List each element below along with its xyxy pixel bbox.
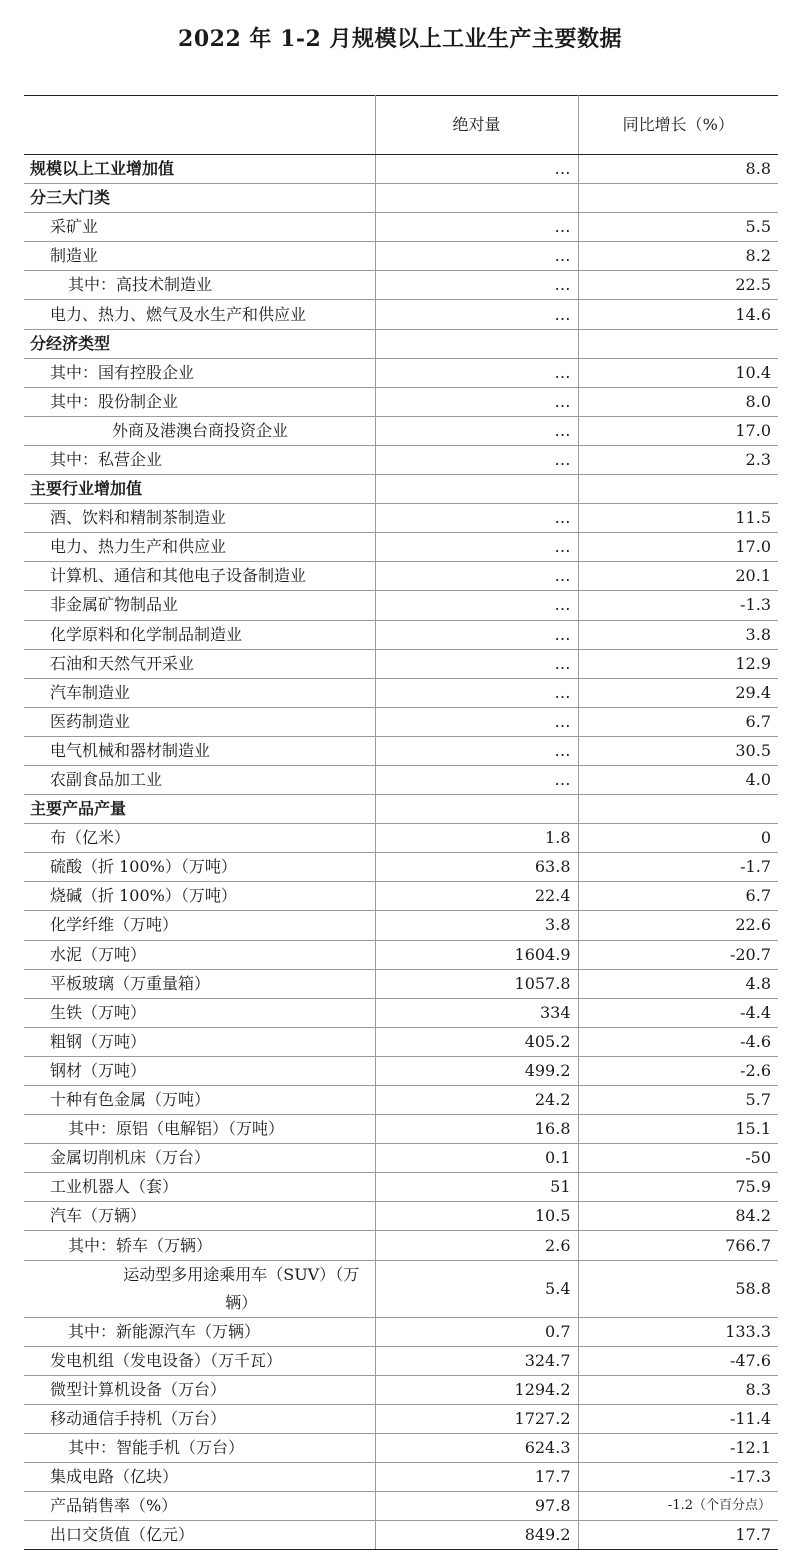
table-row (24, 795, 778, 824)
row-label: 分经济类型 (24, 329, 375, 358)
table-row (24, 562, 778, 591)
table-row (24, 358, 778, 387)
row-absolute-value: 3.8 (375, 911, 578, 940)
row-label: 其中：私营企业 (24, 445, 375, 474)
row-label: 电力、热力、燃气及水生产和供应业 (24, 300, 375, 329)
table-row (24, 1027, 778, 1056)
row-yoy-growth: 17.0 (578, 533, 778, 562)
row-label: 十种有色金属（万吨） (24, 1086, 375, 1115)
row-label: 集成电路（亿块） (24, 1463, 375, 1492)
row-label: 金属切削机床（万台） (24, 1144, 375, 1173)
row-absolute-value: … (375, 416, 578, 445)
row-yoy-growth (578, 329, 778, 358)
table-row (24, 882, 778, 911)
table-row (24, 969, 778, 998)
row-absolute-value: … (375, 445, 578, 474)
row-label: 其中：高技术制造业 (24, 271, 375, 300)
row-label: 发电机组（发电设备）（万千瓦） (24, 1346, 375, 1375)
table-row (24, 1375, 778, 1404)
row-yoy-growth: 14.6 (578, 300, 778, 329)
table-row (24, 765, 778, 794)
row-label: 其中：股份制企业 (24, 387, 375, 416)
row-yoy-growth: 5.7 (578, 1086, 778, 1115)
row-absolute-value (375, 795, 578, 824)
row-label: 计算机、通信和其他电子设备制造业 (24, 562, 375, 591)
row-yoy-growth: 766.7 (578, 1231, 778, 1260)
row-absolute-value: 1.8 (375, 824, 578, 853)
row-label: 汽车制造业 (24, 678, 375, 707)
table-row (24, 329, 778, 358)
table-row (24, 1404, 778, 1433)
table-header (24, 96, 778, 155)
row-absolute-value: 1727.2 (375, 1404, 578, 1433)
table-row (24, 271, 778, 300)
row-yoy-growth: 12.9 (578, 649, 778, 678)
row-absolute-value: 849.2 (375, 1521, 578, 1550)
row-yoy-growth: 20.1 (578, 562, 778, 591)
row-absolute-value: … (375, 649, 578, 678)
row-yoy-growth: 5.5 (578, 213, 778, 242)
table-row (24, 300, 778, 329)
table-row (24, 155, 778, 184)
row-label: 布（亿米） (24, 824, 375, 853)
row-label: 分三大门类 (24, 184, 375, 213)
row-absolute-value: 97.8 (375, 1492, 578, 1521)
row-yoy-growth: 10.4 (578, 358, 778, 387)
page-title: 2022 年 1-2 月规模以上工业生产主要数据 (178, 26, 622, 52)
row-absolute-value: 24.2 (375, 1086, 578, 1115)
table-row (24, 1317, 778, 1346)
row-yoy-growth: 8.2 (578, 242, 778, 271)
row-yoy-growth: -20.7 (578, 940, 778, 969)
row-absolute-value: 17.7 (375, 1463, 578, 1492)
row-yoy-growth: -12.1 (578, 1433, 778, 1462)
row-yoy-growth: -4.4 (578, 998, 778, 1027)
row-yoy-growth: 22.5 (578, 271, 778, 300)
row-yoy-growth: 2.3 (578, 445, 778, 474)
header-yoy-growth: 同比增长（%） (578, 96, 778, 155)
table-row (24, 1086, 778, 1115)
row-label: 采矿业 (24, 213, 375, 242)
row-yoy-growth: 8.0 (578, 387, 778, 416)
table-row (24, 1202, 778, 1231)
table-row (24, 1056, 778, 1085)
row-yoy-growth: 22.6 (578, 911, 778, 940)
row-absolute-value: 2.6 (375, 1231, 578, 1260)
row-yoy-growth (578, 795, 778, 824)
row-label: 钢材（万吨） (24, 1056, 375, 1085)
row-label: 移动通信手持机（万台） (24, 1404, 375, 1433)
row-yoy-growth: -1.2（个百分点） (578, 1492, 778, 1521)
row-label: 规模以上工业增加值 (24, 155, 375, 184)
row-absolute-value (375, 184, 578, 213)
row-label: 主要产品产量 (24, 795, 375, 824)
table-row (24, 504, 778, 533)
row-yoy-growth: -47.6 (578, 1346, 778, 1375)
row-absolute-value: 5.4 (375, 1260, 578, 1317)
row-yoy-growth: -4.6 (578, 1027, 778, 1056)
row-absolute-value: … (375, 620, 578, 649)
table-row (24, 445, 778, 474)
row-absolute-value: … (375, 387, 578, 416)
row-yoy-growth: 84.2 (578, 1202, 778, 1231)
table-row (24, 1173, 778, 1202)
row-yoy-growth: -50 (578, 1144, 778, 1173)
row-yoy-growth: -17.3 (578, 1463, 778, 1492)
header-category (24, 96, 375, 155)
table-row (24, 707, 778, 736)
row-absolute-value: 624.3 (375, 1433, 578, 1462)
row-absolute-value: … (375, 591, 578, 620)
row-label: 运动型多用途乘用车（SUV）（万辆） (24, 1260, 375, 1317)
table-body (24, 155, 778, 1550)
row-label: 生铁（万吨） (24, 998, 375, 1027)
row-absolute-value: … (375, 358, 578, 387)
row-label: 其中：原铝（电解铝）（万吨） (24, 1115, 375, 1144)
row-label: 其中：新能源汽车（万辆） (24, 1317, 375, 1346)
row-label: 水泥（万吨） (24, 940, 375, 969)
row-absolute-value: … (375, 504, 578, 533)
row-absolute-value: 16.8 (375, 1115, 578, 1144)
table-row (24, 736, 778, 765)
row-absolute-value: 0.1 (375, 1144, 578, 1173)
row-label: 工业机器人（套） (24, 1173, 375, 1202)
row-yoy-growth: 8.3 (578, 1375, 778, 1404)
table-row (24, 1521, 778, 1550)
row-absolute-value: 63.8 (375, 853, 578, 882)
table-row (24, 649, 778, 678)
row-absolute-value: … (375, 533, 578, 562)
table-row (24, 242, 778, 271)
row-yoy-growth: 6.7 (578, 882, 778, 911)
row-label: 农副食品加工业 (24, 765, 375, 794)
row-absolute-value: … (375, 765, 578, 794)
row-absolute-value: 499.2 (375, 1056, 578, 1085)
table-row (24, 475, 778, 504)
row-yoy-growth: -11.4 (578, 1404, 778, 1433)
row-absolute-value: 324.7 (375, 1346, 578, 1375)
header-absolute-value: 绝对量 (375, 96, 578, 155)
table-row (24, 678, 778, 707)
row-absolute-value: … (375, 678, 578, 707)
row-label: 硫酸（折 100%）（万吨） (24, 853, 375, 882)
row-absolute-value: … (375, 562, 578, 591)
row-label: 医药制造业 (24, 707, 375, 736)
row-yoy-growth: 4.0 (578, 765, 778, 794)
row-absolute-value: … (375, 155, 578, 184)
row-absolute-value: 1294.2 (375, 1375, 578, 1404)
table-row (24, 1492, 778, 1521)
row-absolute-value: … (375, 707, 578, 736)
row-label: 电力、热力生产和供应业 (24, 533, 375, 562)
row-label: 微型计算机设备（万台） (24, 1375, 375, 1404)
row-label: 制造业 (24, 242, 375, 271)
row-absolute-value: 1057.8 (375, 969, 578, 998)
row-yoy-growth: 17.0 (578, 416, 778, 445)
table-row (24, 1260, 778, 1317)
table-row (24, 998, 778, 1027)
table-row (24, 1231, 778, 1260)
table-row (24, 184, 778, 213)
table-row (24, 1115, 778, 1144)
row-absolute-value: … (375, 271, 578, 300)
row-label: 平板玻璃（万重量箱） (24, 969, 375, 998)
row-label: 其中：智能手机（万台） (24, 1433, 375, 1462)
row-yoy-growth: 6.7 (578, 707, 778, 736)
table-row (24, 911, 778, 940)
row-label: 化学纤维（万吨） (24, 911, 375, 940)
table-row (24, 416, 778, 445)
row-absolute-value (375, 475, 578, 504)
table-row (24, 824, 778, 853)
row-label: 产品销售率（%） (24, 1492, 375, 1521)
row-absolute-value: 10.5 (375, 1202, 578, 1231)
table-row (24, 1463, 778, 1492)
row-yoy-growth: 30.5 (578, 736, 778, 765)
row-yoy-growth: 3.8 (578, 620, 778, 649)
row-label: 非金属矿物制品业 (24, 591, 375, 620)
row-yoy-growth: -1.3 (578, 591, 778, 620)
row-yoy-growth (578, 184, 778, 213)
row-absolute-value: 51 (375, 1173, 578, 1202)
row-yoy-growth: 4.8 (578, 969, 778, 998)
row-absolute-value: 0.7 (375, 1317, 578, 1346)
row-absolute-value: … (375, 213, 578, 242)
table-row (24, 620, 778, 649)
table-row (24, 940, 778, 969)
row-label: 石油和天然气开采业 (24, 649, 375, 678)
row-yoy-growth: 11.5 (578, 504, 778, 533)
table-row (24, 387, 778, 416)
row-absolute-value (375, 329, 578, 358)
row-yoy-growth: 17.7 (578, 1521, 778, 1550)
row-yoy-growth: 8.8 (578, 155, 778, 184)
table-row (24, 1144, 778, 1173)
row-label: 烧碱（折 100%）（万吨） (24, 882, 375, 911)
row-label: 粗钢（万吨） (24, 1027, 375, 1056)
row-absolute-value: … (375, 736, 578, 765)
row-yoy-growth: 58.8 (578, 1260, 778, 1317)
data-table (24, 95, 778, 1550)
row-yoy-growth (578, 475, 778, 504)
row-yoy-growth: 75.9 (578, 1173, 778, 1202)
table-row (24, 853, 778, 882)
row-absolute-value: 1604.9 (375, 940, 578, 969)
row-absolute-value: 334 (375, 998, 578, 1027)
row-label: 主要行业增加值 (24, 475, 375, 504)
row-absolute-value: … (375, 300, 578, 329)
row-label: 汽车（万辆） (24, 1202, 375, 1231)
row-yoy-growth: 29.4 (578, 678, 778, 707)
row-label: 化学原料和化学制品制造业 (24, 620, 375, 649)
table-row (24, 1346, 778, 1375)
row-label: 出口交货值（亿元） (24, 1521, 375, 1550)
row-yoy-growth: 0 (578, 824, 778, 853)
row-label: 其中：轿车（万辆） (24, 1231, 375, 1260)
row-yoy-growth: -2.6 (578, 1056, 778, 1085)
row-absolute-value: … (375, 242, 578, 271)
row-yoy-growth: -1.7 (578, 853, 778, 882)
row-absolute-value: 405.2 (375, 1027, 578, 1056)
table-row (24, 533, 778, 562)
table-row (24, 1433, 778, 1462)
row-yoy-growth: 15.1 (578, 1115, 778, 1144)
row-yoy-growth: 133.3 (578, 1317, 778, 1346)
row-label: 电气机械和器材制造业 (24, 736, 375, 765)
row-label: 酒、饮料和精制茶制造业 (24, 504, 375, 533)
row-label: 其中：国有控股企业 (24, 358, 375, 387)
row-absolute-value: 22.4 (375, 882, 578, 911)
table-row (24, 213, 778, 242)
table-row (24, 591, 778, 620)
row-label: 外商及港澳台商投资企业 (24, 416, 375, 445)
